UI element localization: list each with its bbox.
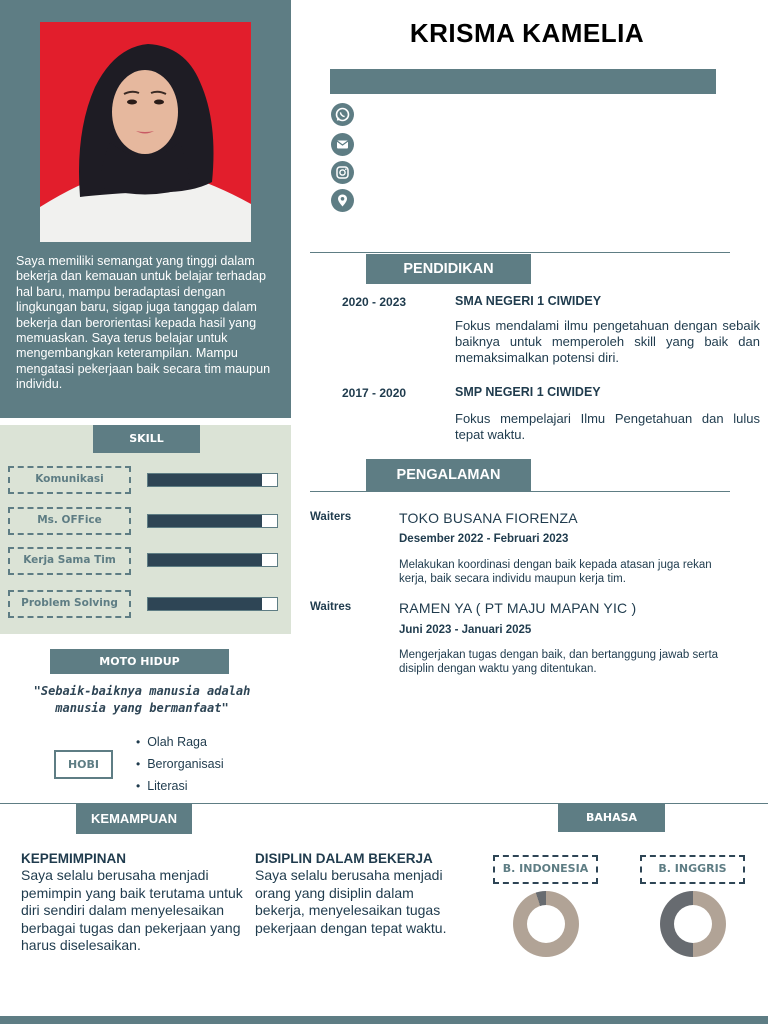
language-label: B. INDONESIA	[493, 855, 598, 884]
skill-level-bar	[147, 597, 278, 611]
section-divider	[310, 491, 730, 492]
about-text: Saya memiliki semangat yang tinggi dalam bekerja dan kemauan untuk belajar terhadap hal baru, mampu beradaptasi dengan lingkungan baru, sigap juga tanggap dalam bekerja dan berorientasi kepada hasil yang memuaskan. Saya terus belajar untuk mengembangkan keterampilan. Mampu mengatasi pekerjaan baik secara tim maupun individu.	[16, 254, 271, 392]
abilities-heading: KEMAMPUAN	[76, 803, 192, 834]
section-divider	[310, 252, 730, 253]
language-heading: BAHASA	[558, 804, 665, 832]
skill-label: Kerja Sama Tim	[8, 547, 131, 575]
skill-level-fill	[148, 474, 262, 486]
hobi-item: • Olah Raga	[136, 732, 224, 754]
person-name: KRISMA KAMELIA	[409, 18, 645, 48]
education-years: 2020 - 2023	[342, 295, 407, 309]
instagram-icon[interactable]	[331, 161, 354, 184]
language-proficiency-donut	[513, 891, 579, 957]
email-icon[interactable]	[331, 133, 354, 156]
skill-heading: SKILL	[93, 425, 200, 453]
experience-role: Waiters	[310, 511, 352, 523]
profile-photo-illustration	[40, 22, 251, 242]
name-underline-bar	[330, 69, 716, 94]
skill-level-bar	[147, 553, 278, 567]
language-label: B. INGGRIS	[640, 855, 745, 884]
experience-description: Mengerjakan tugas dengan baik, dan bertanggung jawab serta disiplin dengan waktu yang ditentukan.	[399, 649, 719, 675]
education-years: 2017 - 2020	[342, 386, 407, 400]
education-description: Fokus mendalami ilmu pengetahuan dengan sebaik baiknya untuk memperoleh skill yang baik dan memaksimalkan potensi diri.	[455, 318, 760, 365]
experience-role: Waitres	[310, 601, 352, 613]
experience-date: Desember 2022 - Februari 2023	[399, 533, 569, 545]
experience-company: RAMEN YA ( PT MAJU MAPAN YIC )	[399, 600, 637, 616]
profile-photo	[40, 22, 251, 242]
hobi-item: • Berorganisasi	[136, 754, 224, 776]
experience-date: Juni 2023 - Januari 2025	[399, 624, 532, 636]
skill-level-bar	[147, 473, 278, 487]
hobi-list	[136, 732, 224, 798]
footer-bar	[0, 1016, 768, 1024]
ability-description: Saya selalu berusaha menjadi orang yang disiplin dalam bekerja, menyelesaikan tugas pekerjaan dengan tepat waktu.	[255, 867, 447, 936]
skill-level-fill	[148, 554, 262, 566]
education-description: Fokus mempelajari Ilmu Pengetahuan dan lulus tepat waktu.	[455, 411, 760, 442]
skill-label: Ms. OFFice	[8, 507, 131, 535]
ability-description: Saya selalu berusaha menjadi pemimpin yang baik terutama untuk diri sendiri dalam menyelesaikan berbagai tugas dan pekerjaan yang harus diselesaikan.	[21, 867, 243, 953]
hobi-heading: HOBI	[54, 750, 113, 779]
ability-title: DISIPLIN DALAM BEKERJA	[255, 851, 433, 866]
location-icon[interactable]	[331, 189, 354, 212]
experience-description: Melakukan koordinasi dengan baik kepada atasan juga rekan kerja, baik secara individu maupun kerja tim.	[399, 559, 712, 585]
ability-title: KEPEMIMPINAN	[21, 851, 127, 866]
experience-heading: PENGALAMAN	[366, 459, 531, 491]
moto-quote: "Sebaik-baiknya manusia adalah manusia yang bermanfaat"	[33, 684, 251, 715]
language-proficiency-donut	[660, 891, 726, 957]
skill-label: Problem Solving	[8, 590, 131, 618]
skill-level-fill	[148, 515, 262, 527]
skill-label: Komunikasi	[8, 466, 131, 494]
education-heading: PENDIDIKAN	[366, 254, 531, 284]
education-school: SMP NEGERI 1 CIWIDEY	[455, 385, 601, 399]
whatsapp-icon[interactable]	[331, 103, 354, 126]
skill-level-bar	[147, 514, 278, 528]
hobi-item: • Literasi	[136, 776, 224, 798]
experience-company: TOKO BUSANA FIORENZA	[399, 510, 578, 526]
education-school: SMA NEGERI 1 CIWIDEY	[455, 294, 602, 308]
skill-level-fill	[148, 598, 262, 610]
moto-heading: MOTO HIDUP	[50, 649, 229, 674]
